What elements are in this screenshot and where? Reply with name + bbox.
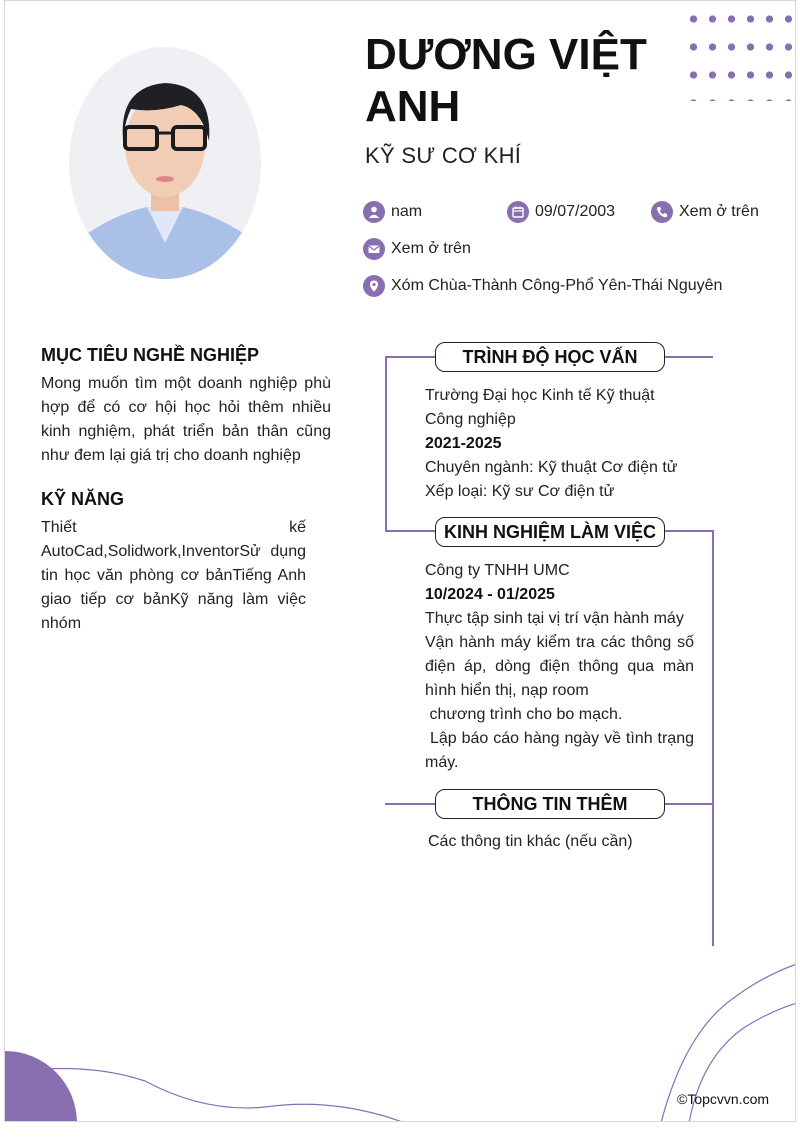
experience-company: Công ty TNHH UMC: [425, 562, 570, 579]
education-grade: Xếp loại: Kỹ sư Cơ điện tử: [425, 483, 615, 500]
education-school-line2: Công nghiệp: [425, 411, 516, 428]
candidate-name: DƯƠNG VIỆT ANH: [365, 30, 647, 131]
skills-text: Thiết kế AutoCad,Solidwork,InventorSử dụng tin học văn phòng cơ bảnTiếng Anh giao tiếp cơ bảnKỹ năng làm việc nhóm: [41, 519, 306, 632]
education-school-line1: Trường Đại học Kinh tế Kỹ thuật: [425, 387, 655, 404]
gender-value: nam: [391, 203, 423, 220]
objective-text: Mong muốn tìm một doanh nghiệp phù hợp để có cơ hội học hỏi thêm nhiều kinh nghiệm, phát triển bản thân cũng như đem lại giá trị cho doanh nghiệp: [41, 375, 331, 464]
additional-text: Các thông tin khác (nếu cần): [428, 833, 633, 850]
additional-heading: THÔNG TIN THÊM: [435, 789, 665, 819]
experience-desc-1: Vận hành máy kiểm tra các thông số điện áp, dòng điện thông qua màn hình hiển thị, nạp room: [425, 634, 694, 699]
experience-period: 10/2024 - 01/2025: [425, 586, 555, 603]
education-major: Chuyên ngành: Kỹ thuật Cơ điện tử: [425, 459, 678, 476]
birthdate-value: 09/07/2003: [535, 203, 616, 220]
education-period: 2021-2025: [425, 435, 502, 452]
experience-desc-3: Lập báo cáo hàng ngày về tình trạng máy.: [425, 730, 699, 771]
address-value: Xóm Chùa-Thành Công-Phổ Yên-Thái Nguyên: [391, 277, 723, 294]
objective-heading: MỤC TIÊU NGHỀ NGHIỆP: [41, 345, 260, 365]
job-title: KỸ SƯ CƠ KHÍ: [365, 143, 522, 168]
experience-desc-2: chương trình cho bo mạch.: [425, 706, 623, 723]
experience-heading: KINH NGHIỆM LÀM VIỆC: [435, 517, 665, 547]
phone-value: Xem ở trên: [679, 203, 759, 220]
decorative-curves: [5, 1, 796, 1122]
email-value: Xem ở trên: [391, 240, 471, 257]
footer-credit: ©Topcvvn.com: [677, 1091, 770, 1107]
experience-role: Thực tập sinh tại vị trí vận hành máy: [425, 610, 684, 627]
education-heading: TRÌNH ĐỘ HỌC VẤN: [435, 342, 665, 372]
cv-page: [4, 0, 796, 1122]
skills-heading: KỸ NĂNG: [41, 489, 125, 509]
